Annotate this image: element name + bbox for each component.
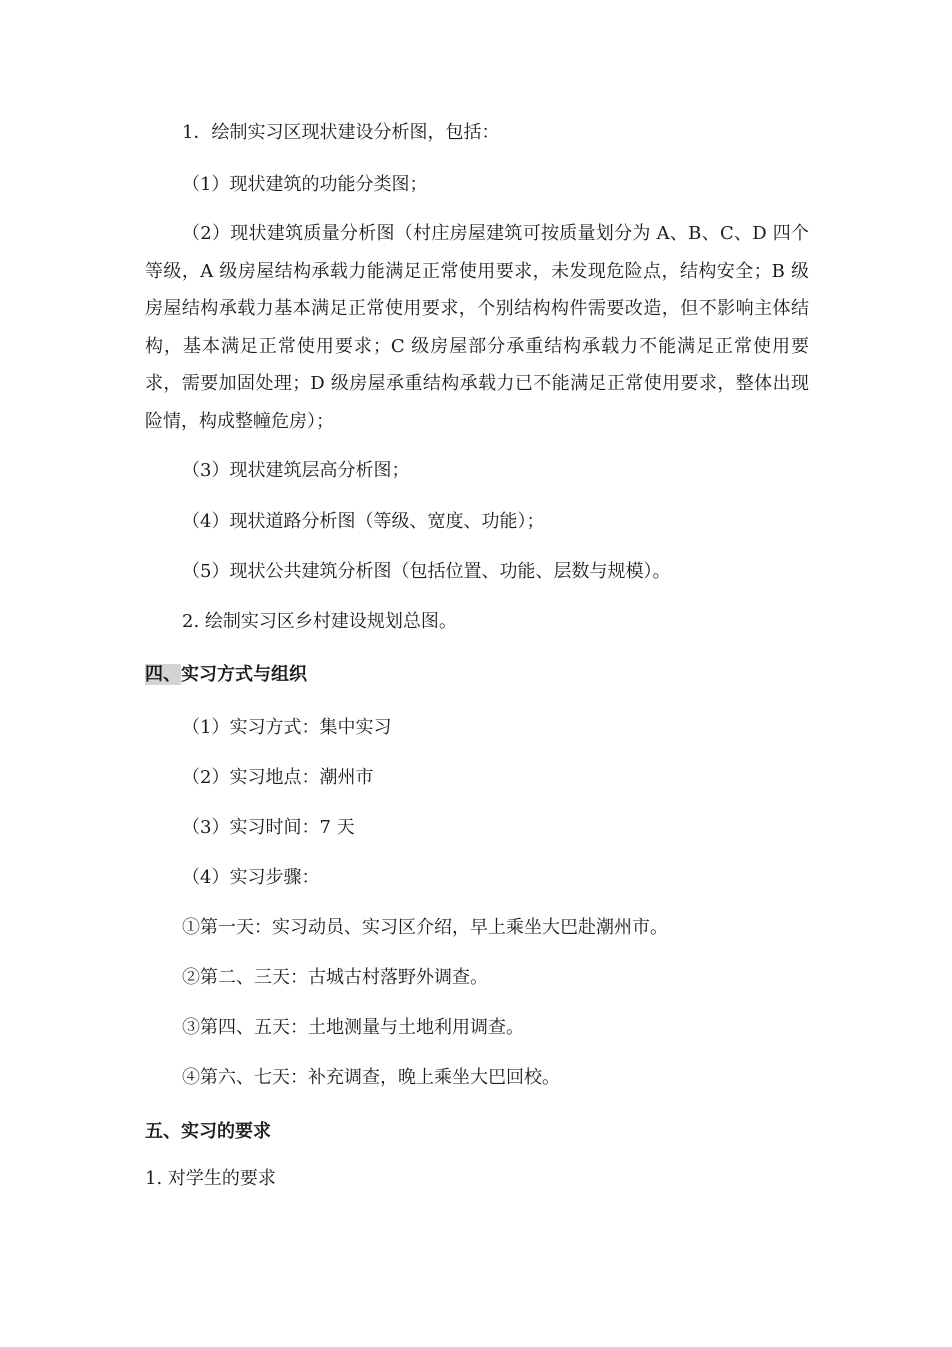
section4-step3: ③第四、五天：土地测量与土地利用调查。 xyxy=(182,1017,524,1038)
section4-time: （3）实习时间：7 天 xyxy=(182,817,355,838)
section5-student-req: 1. 对学生的要求 xyxy=(145,1168,276,1189)
item-draw-plan: 2. 绘制实习区乡村建设规划总图。 xyxy=(182,611,457,632)
item-sub2-paragraph: （2）现状建筑质量分析图（村庄房屋建筑可按质量划分为 A、B、C、D 四个等级，A 级房屋结构承载力能满足正常使用要求，未发现危险点，结构安全；B 级房屋结构承载力基本满足正常使用要求，个别结构构件需要改造，但不影响主体结构，基本满足正常使用要求；C 级房屋部分承重结构承载力不能满足正常使用要求，需要加固处理；D 级房屋承重结构承载力已不能满足正常使用要求，整体出现险情，构成整幢危房）； xyxy=(145,223,809,432)
section5-heading: 五、实习的要求 xyxy=(145,1121,271,1142)
section4-steps-label: （4）实习步骤： xyxy=(182,867,320,888)
section4-prefix: 四、 xyxy=(145,664,181,685)
section4-title: 实习方式与组织 xyxy=(181,664,307,685)
item-sub1: （1）现状建筑的功能分类图； xyxy=(182,174,428,195)
section4-step2: ②第二、三天：古城古村落野外调查。 xyxy=(182,967,488,988)
item-sub5: （5）现状公共建筑分析图（包括位置、功能、层数与规模）。 xyxy=(182,561,671,582)
item-draw-status-title: 1．绘制实习区现状建设分析图，包括： xyxy=(182,122,500,143)
section4-place: （2）实习地点：潮州市 xyxy=(182,767,374,788)
item-sub3: （3）现状建筑层高分析图； xyxy=(182,460,410,481)
item-sub4: （4）现状道路分析图（等级、宽度、功能）； xyxy=(182,511,545,532)
section4-method: （1）实习方式：集中实习 xyxy=(182,717,392,738)
section4-heading xyxy=(145,660,307,690)
section4-step4: ④第六、七天：补充调查，晚上乘坐大巴回校。 xyxy=(182,1067,560,1088)
section4-step1: ①第一天：实习动员、实习区介绍，早上乘坐大巴赴潮州市。 xyxy=(182,917,668,938)
